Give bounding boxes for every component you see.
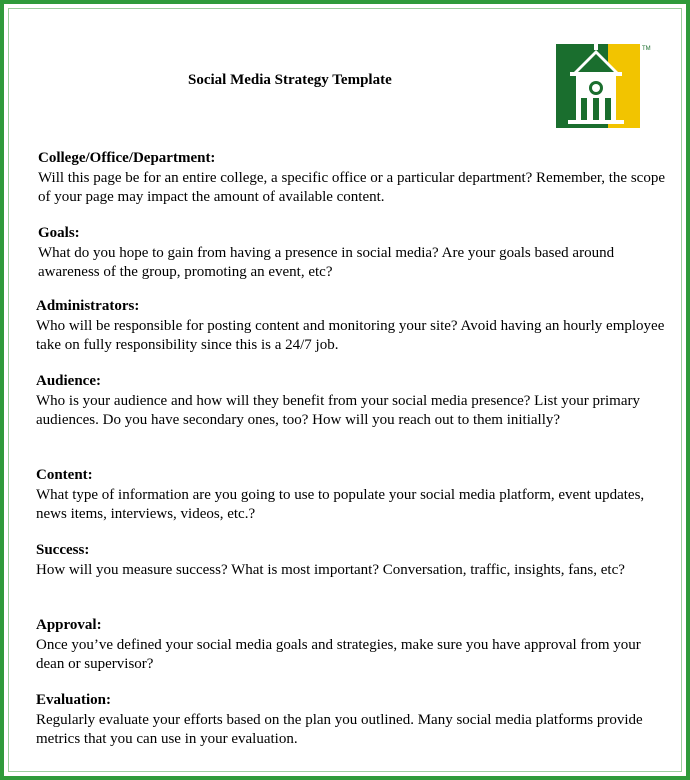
section-college-office-department <box>38 149 668 208</box>
section-body: Regularly evaluate your efforts based on the plan you outlined. Many social media platforms provide metrics that you can use in your evaluation. <box>36 711 643 747</box>
section-content <box>36 466 666 525</box>
college-building-icon <box>556 42 652 130</box>
section-success <box>36 541 666 580</box>
section-heading: College/Office/Department: <box>38 150 216 166</box>
section-administrators <box>36 297 666 356</box>
section-body: What type of information are you going to use to populate your social media platform, event updates, news items, interviews, videos, etc.? <box>36 486 645 522</box>
section-body: Will this page be for an entire college, a specific office or a particular department? Remember, the scope of your page may impact the amount of available content. <box>38 169 665 205</box>
section-heading: Approval: <box>36 617 102 633</box>
section-audience <box>36 372 666 431</box>
section-heading: Audience: <box>36 373 101 389</box>
section-body: Who is your audience and how will they benefit from your social media presence? List your primary audiences. Do you have secondary ones, too? How will you reach out to them initially? <box>36 392 640 428</box>
section-heading: Goals: <box>38 225 80 241</box>
document-title: Social Media Strategy Template <box>188 72 392 88</box>
section-heading: Success: <box>36 542 90 558</box>
trademark-mark: TM <box>642 46 651 52</box>
section-body: How will you measure success? What is most important? Conversation, traffic, insights, fans, etc? <box>36 561 625 578</box>
section-heading: Administrators: <box>36 298 140 314</box>
section-goals <box>38 224 668 283</box>
section-body: Who will be responsible for posting content and monitoring your site? Avoid having an hourly employee take on fully responsibility since this is a 24/7 job. <box>36 317 665 353</box>
section-evaluation <box>36 691 666 750</box>
section-heading: Evaluation: <box>36 692 112 708</box>
section-body: Once you’ve defined your social media goals and strategies, make sure you have approval from your dean or supervisor? <box>36 636 641 672</box>
section-heading: Content: <box>36 467 93 483</box>
section-body: What do you hope to gain from having a presence in social media? Are your goals based around awareness of the group, promoting an event, etc? <box>38 244 615 280</box>
section-approval <box>36 616 666 675</box>
